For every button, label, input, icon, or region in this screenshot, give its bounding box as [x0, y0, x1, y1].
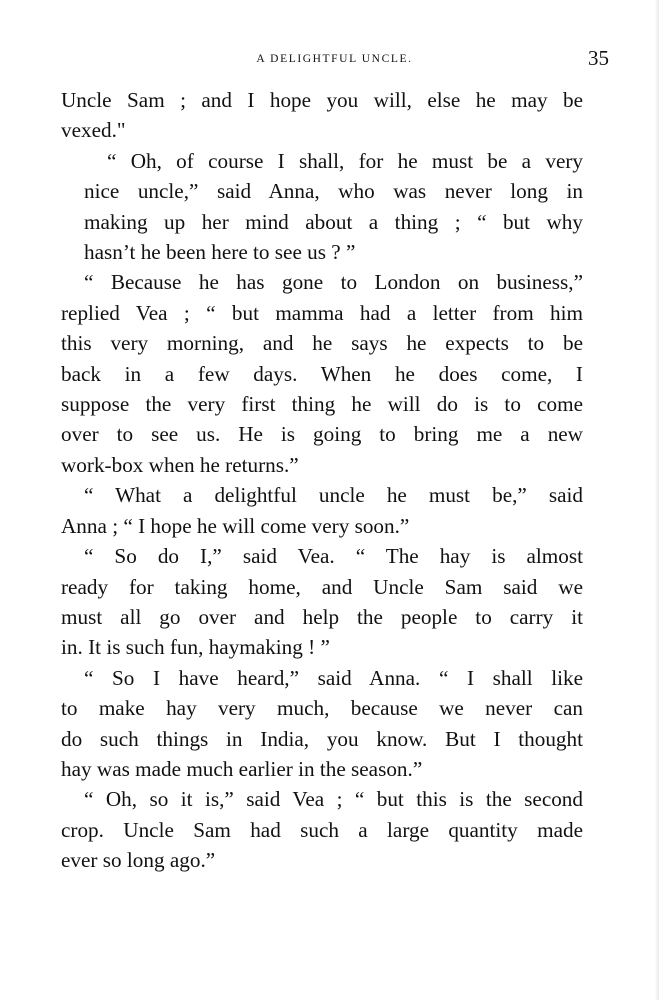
text-line: Uncle Sam ; and I hope you will, else he may be	[61, 88, 583, 112]
text-line: hasn’t he been here to see us ? ”	[84, 240, 356, 265]
paragraph	[61, 480, 583, 541]
text-line: do such things in India, you know. But I thought	[61, 726, 583, 751]
body-text	[61, 85, 583, 876]
text-line: over to see us. He is going to bring me a new	[61, 422, 583, 447]
text-line: must all go over and help the people to carry it	[61, 604, 583, 629]
text-line: back in a few days. When he does come, I	[61, 361, 583, 386]
text-line: “ So I have heard,” said Anna. “ I shall like	[84, 665, 583, 690]
paragraph	[61, 146, 583, 268]
text-line: crop. Uncle Sam had such a large quantity made	[61, 817, 583, 842]
text-line: “ Oh, of course I shall, for he must be a very	[107, 148, 583, 173]
text-line: ready for taking home, and Uncle Sam said we	[61, 574, 583, 599]
text-line: ever so long ago.”	[61, 848, 216, 873]
paragraph	[61, 784, 583, 875]
text-line: in. It is such fun, haymaking ! ”	[61, 635, 330, 660]
text-line: making up her mind about a thing ; “ but why	[84, 209, 583, 234]
paragraph	[61, 663, 583, 785]
text-line: suppose the very first thing he will do is to come	[61, 392, 583, 417]
text-line: nice uncle,” said Anna, who was never long in	[84, 179, 583, 204]
text-line: “ Oh, so it is,” said Vea ; “ but this is the second	[84, 787, 583, 812]
text-line: this very morning, and he says he expects to be	[61, 331, 583, 356]
text-line: “ So do I,” said Vea. “ The hay is almost	[84, 544, 583, 569]
paragraph	[61, 85, 583, 146]
paragraph	[61, 541, 583, 663]
running-title: A DELIGHTFUL UNCLE.	[256, 53, 413, 65]
page-number: 35	[588, 46, 609, 70]
text-line: hay was made much earlier in the season.”	[61, 756, 423, 781]
text-line: to make hay very much, because we never can	[61, 696, 583, 721]
text-line: “ Because he has gone to London on business,”	[84, 270, 583, 295]
paragraph	[61, 267, 583, 480]
text-line: replied Vea ; “ but mamma had a letter from him	[61, 300, 583, 325]
page-edge-shadow	[655, 0, 659, 1000]
text-line: vexed."	[61, 118, 126, 143]
text-line: work-box when he returns.”	[61, 452, 299, 477]
text-line: “ What a delightful uncle he must be,” said	[84, 483, 583, 508]
text-line: Anna ; “ I hope he will come very soon.”	[61, 513, 410, 538]
